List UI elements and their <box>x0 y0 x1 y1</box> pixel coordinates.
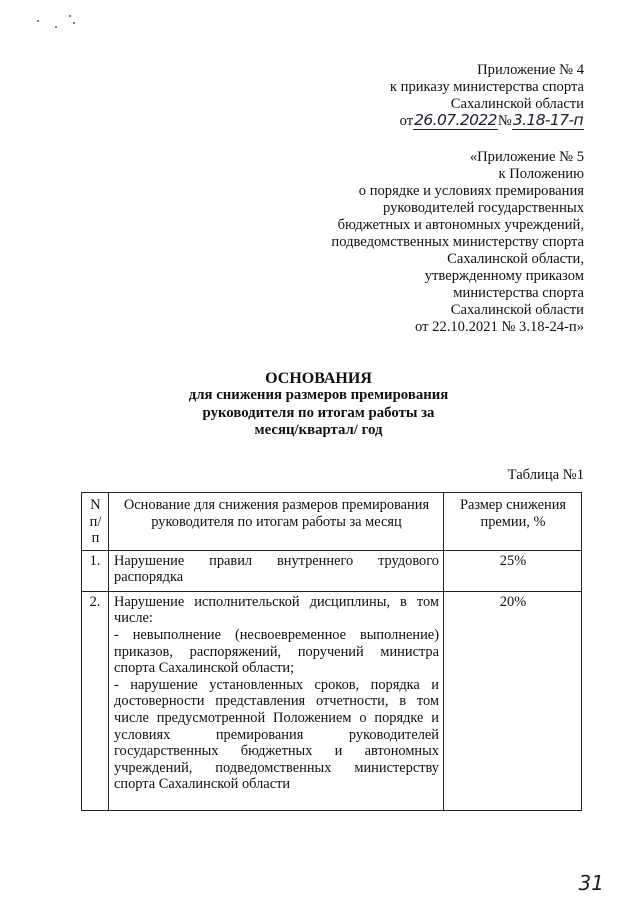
reductions-table <box>81 492 582 811</box>
document-title: ОСНОВАНИЯ <box>265 370 372 387</box>
table-row <box>82 591 582 810</box>
row-reason <box>109 550 444 591</box>
document-subtitle-line: руководителя по итогам работы за <box>202 404 435 421</box>
handwritten-date: 26.07.2022 <box>414 111 497 129</box>
scan-speck <box>37 20 39 22</box>
reason-line: Нарушение правил внутреннего трудового распорядка <box>114 552 439 586</box>
reason-line: - невыполнение (несвоевременное выполнение) приказов, распоряжений, поручений министра спорта Сахалинской области; <box>114 626 439 677</box>
scan-speck <box>69 15 71 17</box>
header-num: N п/п <box>82 493 109 551</box>
table-header-row <box>82 493 582 551</box>
document-subtitle-line: месяц/квартал/ год <box>254 422 383 439</box>
reason-line: Нарушение исполнительской дисциплины, в том числе: <box>114 593 439 627</box>
annex-4-header <box>390 62 584 130</box>
handwritten-order-number: 3.18-17-п <box>512 111 583 129</box>
annex-5-line: подведомственных министерству спорта <box>331 234 584 250</box>
row-num: 2. <box>82 591 109 810</box>
document-subtitle-line: для снижения размеров премирования <box>188 387 449 404</box>
annex-4-date-number-line <box>390 113 584 130</box>
number-prefix: № <box>497 113 512 129</box>
annex-5-line: «Приложение № 5 <box>469 149 584 165</box>
table-caption: Таблица №1 <box>507 467 584 483</box>
date-prefix: от <box>399 113 414 129</box>
annex-4-title: Приложение № 4 <box>477 62 584 78</box>
scan-speck <box>73 22 75 24</box>
row-reason <box>109 591 444 810</box>
annex-5-line: руководителей государственных <box>382 200 584 216</box>
annex-5-header <box>331 149 584 336</box>
scan-speck <box>55 26 57 28</box>
header-reason: Основание для снижения размеров премирования руководителя по итогам работы за месяц <box>109 493 444 551</box>
table-row <box>82 550 582 591</box>
document-heading <box>0 370 637 440</box>
annex-5-line: утвержденному приказом <box>424 268 584 284</box>
annex-5-line: Сахалинской области <box>450 302 584 318</box>
annex-5-line: бюджетных и автономных учреждений, <box>337 217 584 233</box>
annex-5-line: о порядке и условиях премирования <box>358 183 584 199</box>
row-num: 1. <box>82 550 109 591</box>
header-percent: Размер снижения премии, % <box>444 493 582 551</box>
annex-4-region-line: Сахалинской области <box>450 96 584 112</box>
annex-5-line: министерства спорта <box>453 285 584 301</box>
annex-5-line: от 22.10.2021 № 3.18-24-п» <box>415 319 584 335</box>
annex-5-line: Сахалинской области, <box>447 251 584 267</box>
row-percent: 25% <box>444 550 582 591</box>
row-percent: 20% <box>444 591 582 810</box>
reason-line: - нарушение установленных сроков, порядка и достоверности представления отчетности, в том числе предусмотренной Положением о порядке и условиях премирования руководителей государственных бюджетных и автономных учреждений, подведомственных министерству спорта Сахалинской области <box>114 676 439 793</box>
annex-4-order-line: к приказу министерства спорта <box>389 79 584 95</box>
handwritten-page-number: 31 <box>578 871 604 895</box>
annex-5-line: к Положению <box>498 166 584 182</box>
